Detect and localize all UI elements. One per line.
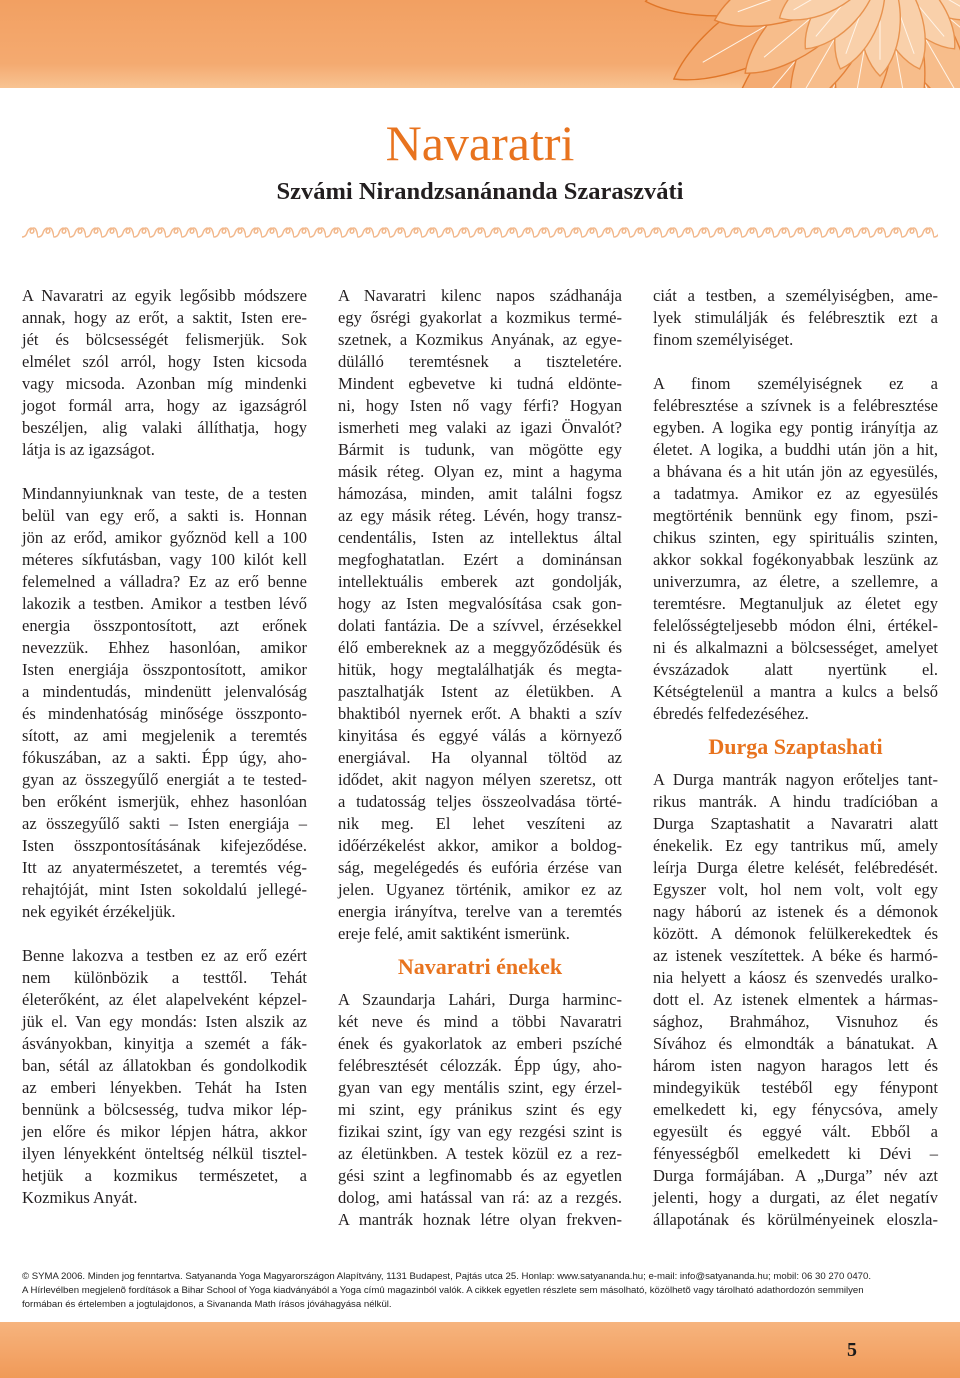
text-line: ban, sétál az állatokban és gondolkodik <box>22 1056 307 1075</box>
text-line: felébresztését célozzák. Épp úgy, aho- <box>338 1056 622 1075</box>
text-line: bhaktiból nyernek erőt. A bhakti a szív <box>338 704 622 723</box>
text-line: Bármit is tudunk, van mögötte egy <box>338 440 622 459</box>
text-line: Mindent egbevetve ki tudná eldönte- <box>338 374 622 393</box>
text-line: annak, hogy az erőt, a saktit, Isten ere- <box>22 308 307 327</box>
text-line: méteres síkfutásban, vagy 100 kilót kell <box>22 550 307 569</box>
text-line: akkor sokkal fogékonyabbak leszünk az <box>653 550 938 569</box>
text-line: az istenek veszítettek. A béke és harmó- <box>653 946 938 965</box>
text-line: dülálló teremtésnek a tiszteletére. <box>338 352 622 371</box>
text-line: fizikai szint, így van egy rezgési szint is <box>338 1122 622 1141</box>
text-line: Durga formájában. A „Durga” név azt <box>653 1166 938 1185</box>
text-line: lakozik a testben. Amikor a testben lévő <box>22 594 307 613</box>
text-line: a tadatmya. Amikor ez az egyesülés <box>653 484 938 503</box>
lotus-icon <box>0 0 960 88</box>
text-line: Durga Szaptashatit a Navaratri alatt <box>653 814 938 833</box>
text-line: intellektuális emberek azt gondolják, <box>338 572 622 591</box>
text-line: a bhávana és a hit után jön az egyesülés, <box>653 462 938 481</box>
text-line: felemelned a válladra? Ez az erő benne <box>22 572 307 591</box>
text-line: másik réteg. Olyan ez, mint a hagyma <box>338 462 622 481</box>
text-line: energiával. Ha olyannal töltöd az <box>338 748 622 767</box>
text-line: Itt az anyatermészetet, a teremtés vég- <box>22 858 307 877</box>
text-line: fényességből emelkedett ki Dévi – <box>653 1144 938 1163</box>
text-line: gési szint a legfinomabb és az egyetlen <box>338 1166 622 1185</box>
text-line: ben erőként ismerjük, ehhez hasonlóan <box>22 792 307 811</box>
text-column-2 <box>338 285 622 1231</box>
paragraph <box>22 483 307 923</box>
text-line: nem különbözik a testtől. Tehát <box>22 968 307 987</box>
text-line: cendentális, Isten az intellektus által <box>338 528 622 547</box>
article-author: Szvámi Nirandzsanánanda Szaraszváti <box>276 178 684 205</box>
text-line: sághoz, Brahmához, Visnuhoz és <box>653 1012 938 1031</box>
text-line: ébredés felfedezéséhez. <box>653 704 809 723</box>
text-line: három isten nagyon haragos lett és <box>653 1056 938 1075</box>
text-line: kinyitása és eggyé válás a környező <box>338 726 622 745</box>
text-line: egyesült és eggyé vált. Ebből a <box>653 1122 938 1141</box>
paragraph <box>22 285 307 461</box>
text-line: Isten energiája összpontosított, amikor <box>22 660 307 679</box>
text-line: pasztalhatják Istent az életükben. A <box>338 682 622 701</box>
wave-ornament-strip <box>22 225 938 241</box>
paragraph <box>338 989 622 1231</box>
section-heading: Durga Szaptashati <box>708 734 883 759</box>
text-line: sított, az ami megjelenik a teremtés <box>22 726 307 745</box>
text-line: életerőként, az élet alapelveként képzel- <box>22 990 307 1009</box>
text-line: Benne lakozva a testben ez az erő ezért <box>22 946 307 965</box>
text-line: időérzékelést akkor, amikor a boldog- <box>338 836 622 855</box>
text-line: ság, megelégedés és eufória érzése van <box>338 858 622 877</box>
text-line: a mindentudás, mindenütt jelenvalóság <box>22 682 307 701</box>
text-line: évszázadok alatt nyertünk el. <box>653 660 938 679</box>
text-line: jön az erőd, amikor győznöd kell a 100 <box>22 528 307 547</box>
text-line: univerzumra, az életre, a szellemre, a <box>653 572 938 591</box>
text-line: beszéljen, alig valaki állíthatja, hogy <box>22 418 307 437</box>
text-line: A Durga mantrák nagyon erőteljes tant- <box>653 770 938 789</box>
text-line: jét és bölcsességét felismerjük. Sok <box>22 330 307 349</box>
text-line: dolog, ami hatással van rá: az a rezgés. <box>338 1188 622 1207</box>
text-line: a tudatosság teljes összeolvadása törté- <box>338 792 622 811</box>
text-line: életet. A logika, a buddhi után jön a hit, <box>653 440 938 459</box>
text-line: Isten összpontosításának kifejeződése. <box>22 836 307 855</box>
text-line: dott el. Az istenek elmentek a hármas- <box>653 990 938 1009</box>
footer-notice-line: formában és értelemben a jogtulajdonos, a Sivananda Math írásos jóváhagyása nélkül. <box>22 1299 392 1310</box>
text-line: egy ősrégi gyakorlat a kozmikus termé- <box>338 308 622 327</box>
text-line: az egy másik réteg. Lévén, hogy transz- <box>338 506 622 525</box>
article-title: Navaratri <box>385 115 575 171</box>
paragraph <box>653 769 938 1231</box>
text-line: jogot formál arra, hogy az igazságról <box>22 396 307 415</box>
text-line: vagy micsoda. Azonban míg mindenki <box>22 374 307 393</box>
text-line: bennünk a bölcsesség, tudva mikor lép- <box>22 1100 307 1119</box>
text-line: nik meg. El lehet veszíteni az <box>338 814 622 833</box>
text-line: A finom személyiségnek ez a <box>653 374 938 393</box>
page-number: 5 <box>847 1339 857 1361</box>
text-line: felébresztése a szívnek is a felébresztése <box>653 396 938 415</box>
paragraph <box>22 945 307 1209</box>
footer-notice-line: A Hírlevélben megjelenõ fordítások a Bihar School of Yoga kiadványából a Yoga címû magazinból valók. A cikkek egyetlen részlete sem másolható, közölhetõ vagy tárolható adathordozón semmilyen <box>22 1285 864 1296</box>
text-line: A Szaundarja Lahári, Durga harminc- <box>338 990 622 1009</box>
text-line: ismerheti meg valaki az igazi Önvalót? <box>338 418 622 437</box>
text-line: mi szint, egy pránikus szint és egy <box>338 1100 622 1119</box>
text-line: hogy az Isten megvalósítása csak gon- <box>338 594 622 613</box>
text-line: jük el. Van egy mondás: Isten alszik az <box>22 1012 307 1031</box>
text-line: chikus szinten, egy spirituális szinten, <box>653 528 938 547</box>
text-line: elmélet szól arról, hogy Isten kicsoda <box>22 352 307 371</box>
text-line: ni, hogy Isten nő vagy férfi? Hogyan <box>338 396 622 415</box>
text-line: jen előre és mikor lépjen hátra, akkor <box>22 1122 307 1141</box>
text-line: jelen. Ugyanez történik, amikor ez az <box>338 880 622 899</box>
text-line: dolati fantázia. De a szívvel, érzésekkel <box>338 616 622 635</box>
text-line: hámozása, minden, amit találni fogsz <box>338 484 622 503</box>
text-line: A Navaratri kilenc napos szádhanája <box>338 286 622 305</box>
text-line: állapotának és körülményeinek eloszla- <box>653 1210 938 1229</box>
text-line: Kozmikus Anyát. <box>22 1188 138 1207</box>
text-line: teremtésre. Megtanuljuk az életet egy <box>653 594 938 613</box>
text-line: énekelik. Ez egy tantrikus mű, amely <box>653 836 938 855</box>
text-line: ciát a testben, a személyiségben, ame- <box>653 286 938 305</box>
text-line: mindegyikük testéből egy fénypont <box>653 1078 938 1097</box>
text-line: A Navaratri az egyik legősibb módszere <box>22 286 307 305</box>
footer <box>22 1270 938 1312</box>
text-line: nevezzük. Ehhez hasonlóan, amikor <box>22 638 307 657</box>
text-line: Sívához és elmondták a bánatukat. A <box>653 1034 938 1053</box>
text-line: rehajtóját, mint Isten sokoldalú jellegé- <box>22 880 307 899</box>
text-line: megtörténik bennünk egy finom, pszi- <box>653 506 938 525</box>
paragraph <box>653 373 938 725</box>
text-line: az összegyűlő sakti – Isten energiája – <box>22 814 307 833</box>
text-line: ásványokban, kinyitja a szemét a fák- <box>22 1034 307 1053</box>
text-line: idődet, akit nagyon mélyen szeretsz, ott <box>338 770 622 789</box>
text-line: látja is az igazságot. <box>22 440 155 459</box>
text-line: felelősségteljesebb módon élni, értékel- <box>653 616 938 635</box>
text-line: két neve és mind a többi Navaratri <box>338 1012 622 1031</box>
text-line: az életünkben. A testek közül ez a rez- <box>338 1144 622 1163</box>
text-line: gyan az összegyűlő energiát a te tested- <box>22 770 307 789</box>
paragraph <box>338 285 622 945</box>
section-heading: Navaratri énekek <box>397 954 563 979</box>
text-line: energia irányítva, terelve van a teremtés <box>338 902 622 921</box>
text-line: lyek stimulálják és felébresztik ezt a <box>653 308 938 327</box>
text-line: élő embereknek az a meggyőződésük és <box>338 638 622 657</box>
text-line: Kétségtelenül a mantra a kulcs a belső <box>653 682 938 701</box>
text-line: finom személyiséget. <box>653 330 794 349</box>
text-line: és mindenhatóság minősége összponto- <box>22 704 307 723</box>
text-column-1 <box>22 285 307 1209</box>
text-line: megfoghatatlan. Ezért a dominánsan <box>338 550 622 569</box>
text-line: az emberi lényekben. Tehát ha Isten <box>22 1078 307 1097</box>
text-line: leírja Durga életre kelését, felébredését. <box>653 858 938 877</box>
text-line: fókuszában, az a sakti. Épp úgy, aho- <box>22 748 307 767</box>
text-line: nagy háború az istenek és a démonok <box>653 902 938 921</box>
text-column-3 <box>653 285 938 1231</box>
text-line: A mantrák hoznak létre olyan frekven- <box>338 1210 622 1229</box>
text-line: energia összpontosított, azt erőnek <box>22 616 307 635</box>
text-line: gyan van egy mentális szint, egy érzel- <box>338 1078 622 1097</box>
text-line: jelenti, hogy a durgati, az élet negatív <box>653 1188 938 1207</box>
text-line: Mindannyiunknak van teste, de a testen <box>22 484 307 503</box>
text-line: rikus mantrák. A hindu tradícióban a <box>653 792 938 811</box>
paragraph <box>653 285 938 351</box>
text-line: szetnek, a Kozmikus Anyának, az egye- <box>338 330 622 349</box>
text-line: egyben. A logika egy pontig irányítja az <box>653 418 938 437</box>
text-line: ereje felé, amit saktiként ismerünk. <box>338 924 570 943</box>
text-line: ének és gyakorlatok az emberi pszíché <box>338 1034 622 1053</box>
text-line: ilyen lényekként önteltség nélkül tisztel- <box>22 1144 307 1163</box>
bottom-banner <box>0 1322 960 1378</box>
text-line: ni és alkalmazni a bölcsességet, amelyet <box>653 638 938 657</box>
footer-copyright-line: © SYMA 2006. Minden jog fenntartva. Satyananda Yoga Magyarországon Alapítvány, 1131 Budapest, Pajtás utca 25. Honlap: www.satyananda.hu; e-mail: info@satyananda.hu; mobil: 06 30 270 0470. <box>22 1271 871 1282</box>
text-line: hetjük a kozmikus természetet, a <box>22 1166 307 1185</box>
top-banner <box>0 0 960 88</box>
text-line: Egyszer volt, hol nem volt, volt egy <box>653 880 938 899</box>
text-line: nek egyikét érzékeljük. <box>22 902 176 921</box>
wave-ornament <box>22 225 938 241</box>
text-line: között. A démonok felülkerekedtek és <box>653 924 938 943</box>
text-line: belül van egy erő, a sakti is. Honnan <box>22 506 307 525</box>
text-line: nia helyett a káosz és szenvedés uralko- <box>653 968 938 987</box>
text-line: hitük, hogy megtalálhatják és megta- <box>338 660 622 679</box>
text-line: emelkedett ki, egy fénycsóva, amely <box>653 1100 938 1119</box>
